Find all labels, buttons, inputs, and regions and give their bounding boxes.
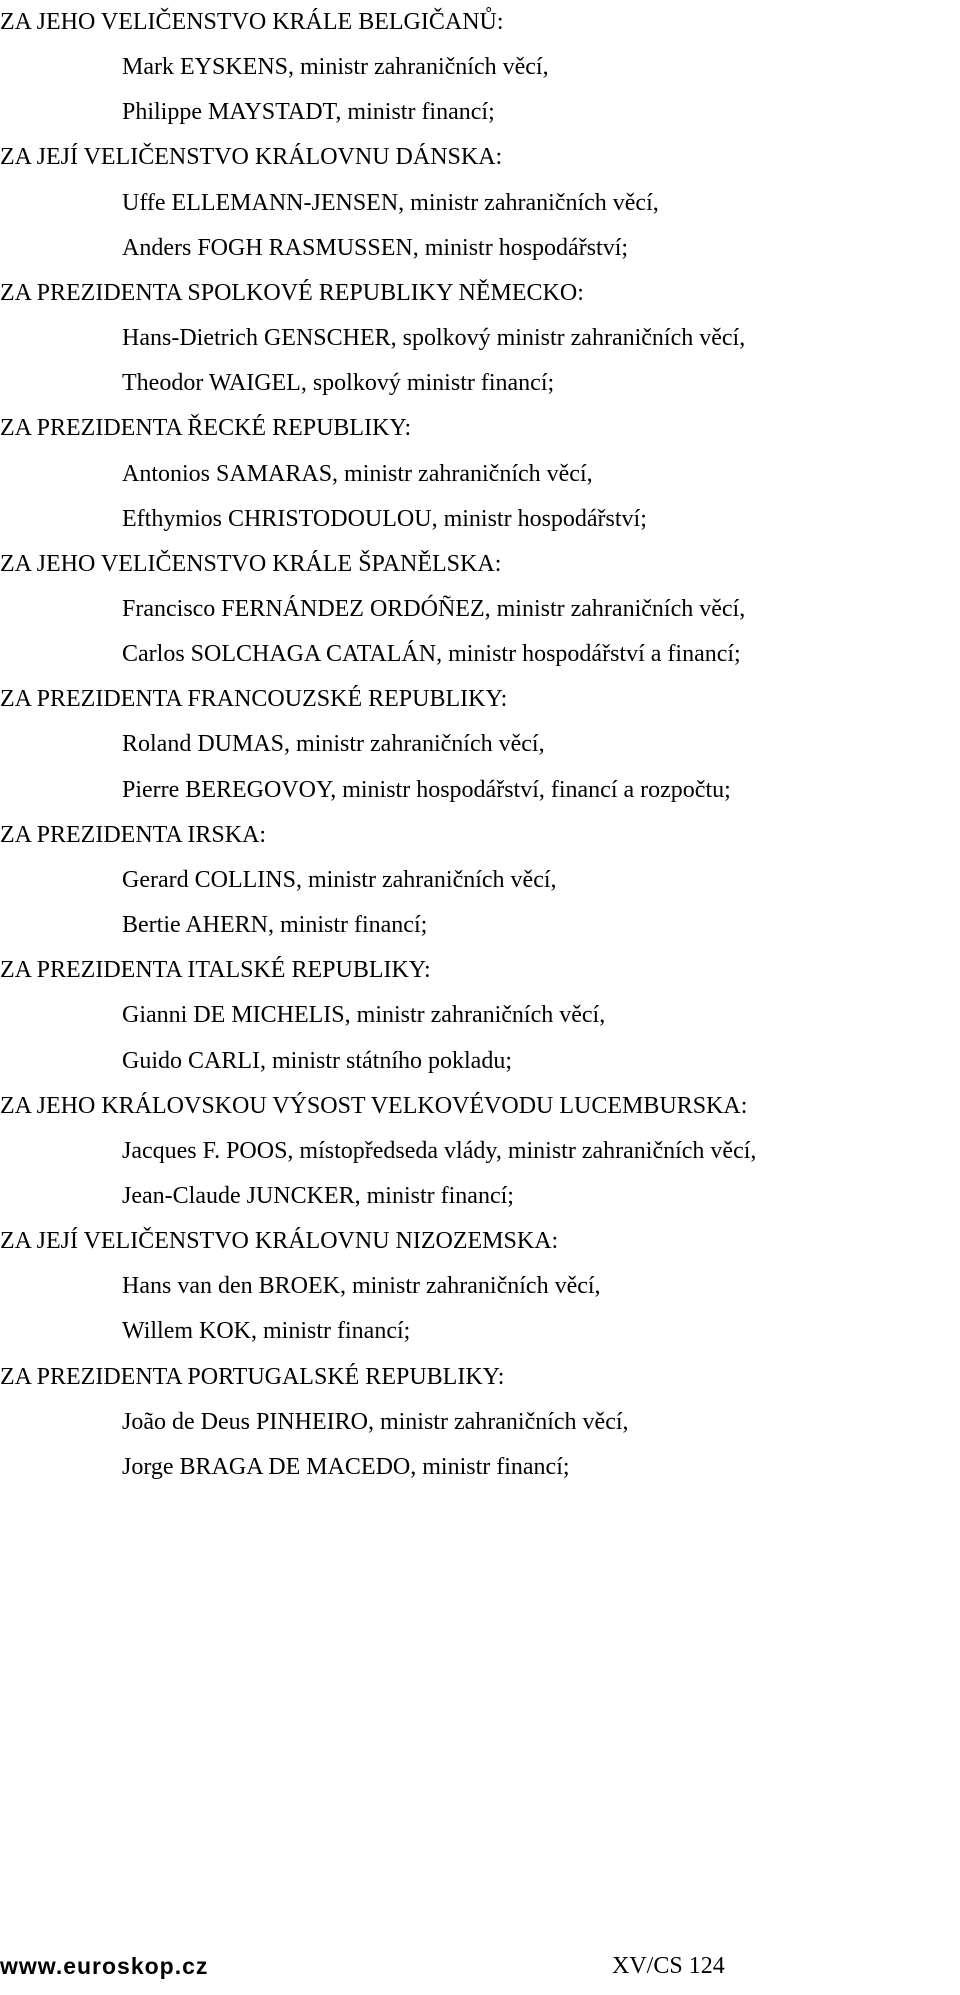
signatory-entry: João de Deus PINHEIRO, ministr zahraničních věcí, bbox=[122, 1408, 629, 1435]
signatory-entry: Gerard COLLINS, ministr zahraničních věcí, bbox=[122, 866, 557, 893]
signatory-entry: Uffe ELLEMANN-JENSEN, ministr zahraničních věcí, bbox=[122, 189, 659, 216]
signatory-heading: ZA PREZIDENTA ŘECKÉ REPUBLIKY: bbox=[0, 415, 412, 442]
signatory-entry: Mark EYSKENS, ministr zahraničních věcí, bbox=[122, 54, 549, 81]
signatory-heading: ZA JEHO KRÁLOVSKOU VÝSOST VELKOVÉVODU LUCEMBURSKA: bbox=[0, 1092, 748, 1119]
signatory-entry: Pierre BEREGOVOY, ministr hospodářství, financí a rozpočtu; bbox=[122, 776, 731, 803]
signatory-entry: Francisco FERNÁNDEZ ORDÓÑEZ, ministr zahraničních věcí, bbox=[122, 595, 746, 622]
signatory-heading: ZA PREZIDENTA ITALSKÉ REPUBLIKY: bbox=[0, 957, 431, 984]
signatory-heading: ZA PREZIDENTA IRSKA: bbox=[0, 821, 267, 848]
signatory-entry: Hans van den BROEK, ministr zahraničních věcí, bbox=[122, 1273, 601, 1300]
signatory-entry: Antonios SAMARAS, ministr zahraničních věcí, bbox=[122, 460, 593, 487]
signatory-heading: ZA JEHO VELIČENSTVO KRÁLE BELGIČANŮ: bbox=[0, 9, 504, 35]
footer-page-reference: XV/CS 124 bbox=[612, 1953, 725, 1979]
signatory-entry: Jacques F. POOS, místopředseda vlády, ministr zahraničních věcí, bbox=[122, 1137, 757, 1164]
signatory-entry: Jean-Claude JUNCKER, ministr financí; bbox=[122, 1182, 514, 1209]
signatory-entry: Hans-Dietrich GENSCHER, spolkový ministr zahraničních věcí, bbox=[122, 325, 746, 352]
signatory-heading: ZA PREZIDENTA FRANCOUZSKÉ REPUBLIKY: bbox=[0, 686, 508, 713]
signatory-entry: Guido CARLI, ministr státního pokladu; bbox=[122, 1047, 512, 1074]
signatory-entry: Efthymios CHRISTODOULOU, ministr hospodářství; bbox=[122, 505, 647, 532]
signatory-entry: Willem KOK, ministr financí; bbox=[122, 1318, 411, 1345]
signatory-heading: ZA JEJÍ VELIČENSTVO KRÁLOVNU DÁNSKA: bbox=[0, 144, 503, 171]
signatory-entry: Roland DUMAS, ministr zahraničních věcí, bbox=[122, 731, 545, 758]
signatory-entry: Philippe MAYSTADT, ministr financí; bbox=[122, 99, 495, 126]
signatory-entry: Anders FOGH RASMUSSEN, ministr hospodářství; bbox=[122, 234, 629, 261]
signatory-entry: Carlos SOLCHAGA CATALÁN, ministr hospodářství a financí; bbox=[122, 641, 741, 668]
signatory-heading: ZA PREZIDENTA SPOLKOVÉ REPUBLIKY NĚMECKO: bbox=[0, 279, 584, 306]
page-footer bbox=[0, 1946, 960, 1986]
signatory-heading: ZA JEJÍ VELIČENSTVO KRÁLOVNU NIZOZEMSKA: bbox=[0, 1228, 559, 1254]
footer-website: www.euroskop.cz bbox=[0, 1953, 209, 1979]
signatory-heading: ZA PREZIDENTA PORTUGALSKÉ REPUBLIKY: bbox=[0, 1363, 505, 1390]
signatory-entry: Theodor WAIGEL, spolkový ministr financí; bbox=[122, 370, 555, 397]
signatory-entry: Jorge BRAGA DE MACEDO, ministr financí; bbox=[122, 1453, 570, 1480]
signatory-heading: ZA JEHO VELIČENSTVO KRÁLE ŠPANĚLSKA: bbox=[0, 550, 502, 577]
signatory-entry: Bertie AHERN, ministr financí; bbox=[122, 912, 428, 938]
signatory-entry: Gianni DE MICHELIS, ministr zahraničních věcí, bbox=[122, 1002, 606, 1029]
